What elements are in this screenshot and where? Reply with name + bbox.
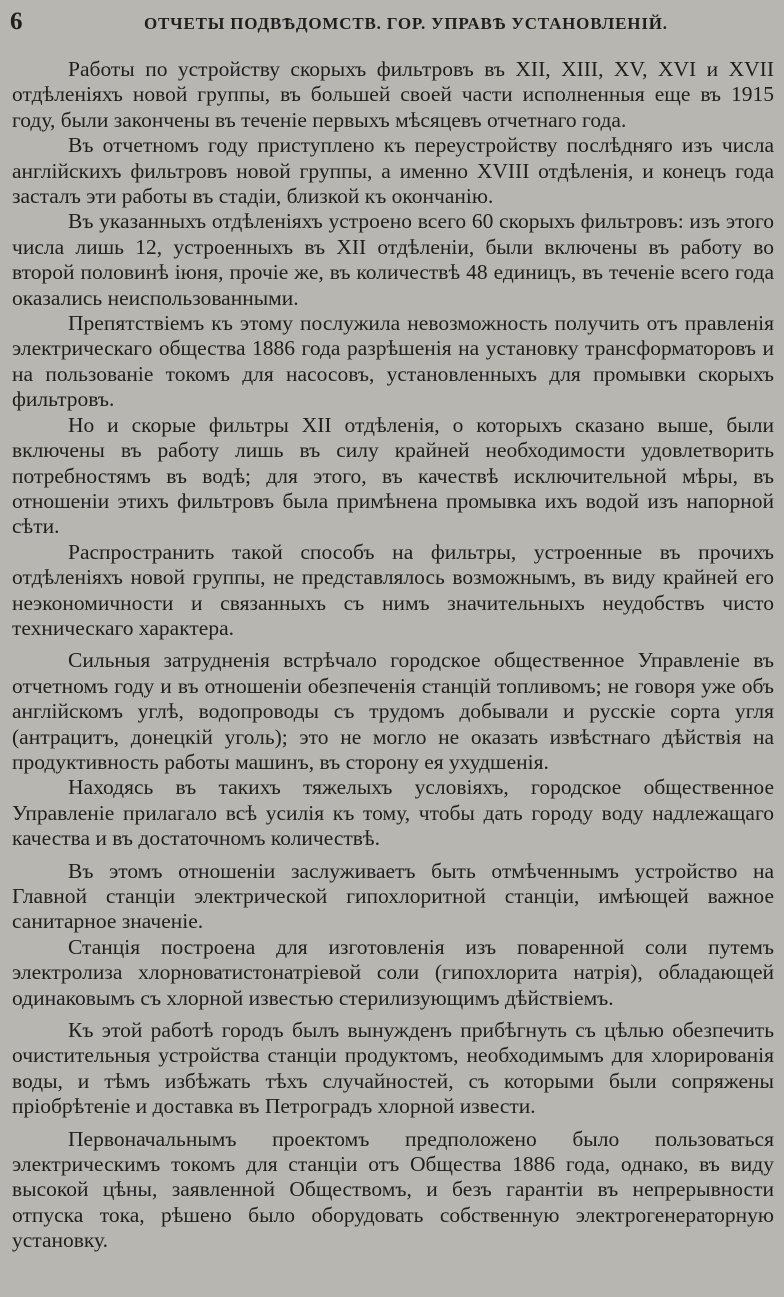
page-header — [10, 8, 772, 38]
running-title: ОТЧЕТЫ ПОДВѢДОМСТВ. ГОР. УПРАВѢ УСТАНОВЛЕНIЙ. — [144, 14, 668, 33]
paragraph-filters-completed: Работы по устройству скорыхъ фильтровъ въ XII, XIII, XV, XVI и XVII отдѣленiяхъ новой группы, въ большей своей части исполненныя еще въ 1915 году, были закончены въ теченiе первыхъ мѣсяцевъ отчетнаго года. — [12, 57, 774, 132]
paragraph-method-spread: Распространить такой способъ на фильтры, устроенные въ прочихъ отдѣленiяхъ новой группы, не представлялось возможнымъ, въ виду крайней его неэкономичности и связанныхъ съ нимъ значительныхъ неудобствъ чисто техническаго характера. — [12, 539, 774, 640]
paragraph-obstacle: Препятствiемъ къ этому послужила невозможность получить отъ правленiя электрическаго общества 1886 года разрѣшенiя на установку трансформаторовъ и на пользованiе токомъ для насосовъ, установленныхъ для промывки скорыхъ фильтровъ. — [12, 311, 774, 412]
paragraph-electrolysis: Станцiя построена для изготовленiя изъ поваренной соли путемъ электролиза хлорноватистонатрiевой соли (гипохлорита натрiя), обладающей одинаковымъ съ хлорной известью стерилизующимъ дѣйствiемъ. — [12, 934, 774, 1010]
paragraph-initial-project: Первоначальнымъ проектомъ предположено было пользоваться электрическимъ токомъ для станцiи отъ Общества 1886 года, однако, въ виду высокой цѣны, заявленной Обществомъ, и безъ гарантiи въ непрерывности отпуска тока, рѣшено было оборудовать собственную электрогенераторную установку. — [12, 1126, 774, 1253]
paragraph-city-forced: Къ этой работѣ городъ былъ вынужденъ прибѣгнуть съ цѣлью обезпечить очистительныя устройства станцiи продуктомъ, необходимымъ для хлорированiя воды, и тѣмъ избѣжать тѣхъ случайностей, съ которыми были сопряжены прiобрѣтенiе и доставка въ Петроградъ хлорной извести. — [12, 1018, 774, 1119]
paragraph-hard-conditions: Находясь въ такихъ тяжелыхъ условiяхъ, городское общественное Управленiе прилагало всѣ усилiя къ тому, чтобы дать городу воду надлежащаго качества и въ достаточномъ количествѣ. — [12, 775, 774, 851]
paragraph-fuel-difficulties: Сильныя затрудненiя встрѣчало городское общественное Управленiе въ отчетномъ году и въ отношенiи обезпеченiя станцiй топливомъ; не говоря уже объ англiйскомъ углѣ, водопроводы съ трудомъ добывали и русскiе сорта угля (антрацитъ, донецкiй уголь); это не могло не оказать извѣстнаго дѣйствiя на продуктивность работы машинъ, въ сторону ея ухудшенiя. — [12, 648, 774, 774]
paragraph-hypochlorite-station: Въ этомъ отношенiи заслуживаетъ быть отмѣченнымъ устройство на Главной станцiи электрической гипохлоритной станцiи, имѣющей важное санитарное значенiе. — [12, 858, 774, 934]
page-number: 6 — [10, 8, 23, 35]
paragraph-sixty-filters: Въ указанныхъ отдѣленiяхъ устроено всего 60 скорыхъ фильтровъ: изъ этого числа лишь 12, устроенныхъ въ XII отдѣленiи, были включены въ работу во второй половинѣ iюня, прочiе же, въ количествѣ 48 единицъ, въ теченiе всего года оказались неиспользованными. — [12, 209, 774, 310]
paragraph-reconstruction: Въ отчетномъ году приступлено къ переустройству послѣдняго изъ числа англiйскихъ фильтровъ новой группы, а именно XVIII отдѣленiя, и конецъ года засталъ эти работы въ стадiи, близкой къ окончанiю. — [12, 133, 774, 209]
paragraph-section-xii: Но и скорые фильтры XII отдѣленiя, о которыхъ сказано выше, были включены въ работу лишь въ силу крайней необходимости удовлетворить потребностямъ въ водѣ; для этого, въ качествѣ исключительной мѣры, въ отношенiи этихъ фильтровъ была примѣнена промывка ихъ водой изъ напорной сѣти. — [12, 412, 774, 539]
body-text — [12, 57, 774, 1254]
